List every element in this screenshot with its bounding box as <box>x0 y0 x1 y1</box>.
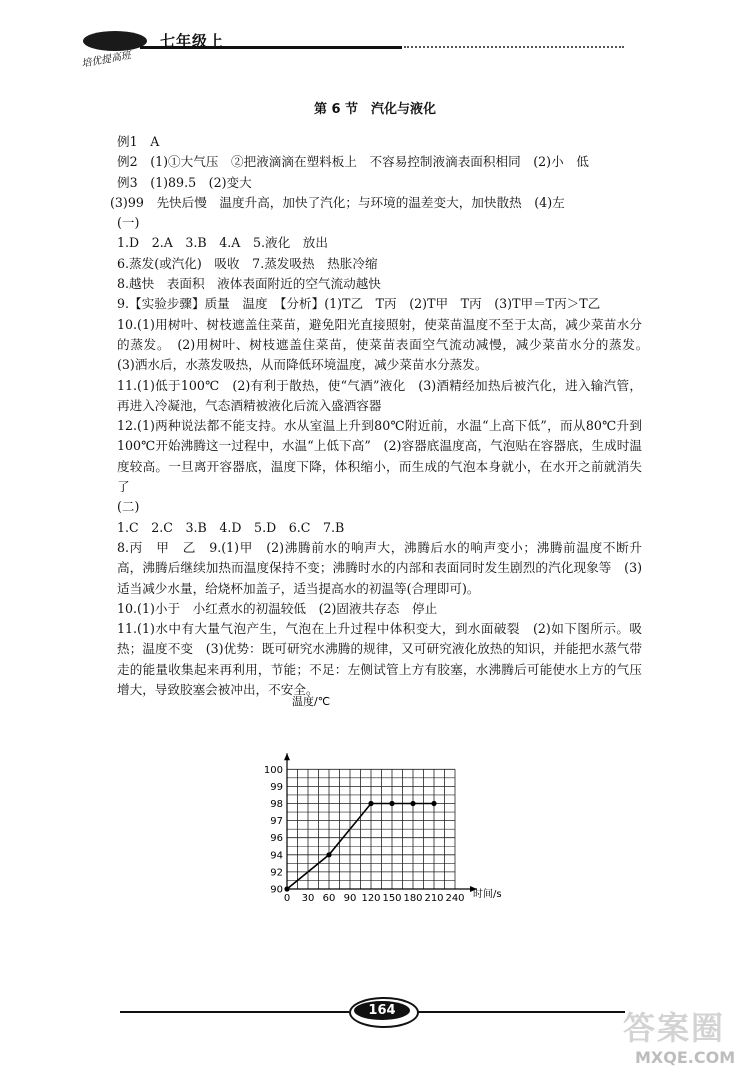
footer-rule-right <box>415 1011 625 1013</box>
data-point <box>368 801 373 806</box>
answer-paragraph: 11.(1)低于100℃ (2)有利于散热，使“气酒”液化 (3)酒精经加热后被汽化，进入输汽管，再进入冷凝池，气态酒精被液化后流入盛酒容器 <box>117 377 642 413</box>
answer-paragraph: 12.(1)两种说法都不能支持。水从室温上升到80℃附近前，水温“上高下低”，而从80℃升到100℃开始沸腾这一过程中，水温“上低下高” (2)容器底温度高，气泡贴在容器底，生成时温度较高。一旦离开容器底，温度下降，体积缩小，而生成的气泡本身就小，在水开之前就消失了 <box>117 418 642 495</box>
x-tick-label: 60 <box>322 893 336 904</box>
x-axis-label: 时间/s <box>473 889 502 900</box>
page-header <box>0 0 750 110</box>
data-point <box>284 886 289 891</box>
answer-line: 10.(1)小于 小红煮水的初温较低 (2)固液共存态 停止 <box>117 600 438 616</box>
page-number: 164 <box>368 1003 396 1018</box>
watermark-logo: 答案圈 <box>623 1009 726 1047</box>
watermark <box>615 1003 745 1073</box>
answer-line: 1.C 2.C 3.B 4.D 5.D 6.C 7.B <box>117 519 345 535</box>
y-tick-label: 96 <box>270 833 283 845</box>
answer-line: 例2 (1)①大气压 ②把液滴滴在塑料板上 不容易控制液滴表面积相同 (2)小 低 <box>117 154 589 170</box>
chart-svg <box>262 693 522 908</box>
logo-text: 培优提高班 <box>80 50 132 70</box>
y-tick-label: 100 <box>263 764 283 776</box>
answer-line: 9.【实验步骤】质量 温度 【分析】(1)T乙 T丙 (2)T甲 T丙 (3)T甲＝T丙＞T乙 <box>117 296 601 312</box>
data-point <box>431 801 436 806</box>
data-point <box>410 801 415 806</box>
y-tick-label: 90 <box>270 884 283 896</box>
y-tick-label: 99 <box>270 781 283 793</box>
watermark-url: MXQE.COM <box>635 1048 736 1067</box>
y-tick-label: 97 <box>270 816 283 828</box>
grade-label: 七年级上 <box>160 32 225 50</box>
x-tick-label: 180 <box>403 893 423 904</box>
answer-paragraph: 11.(1)水中有大量气泡产生，气泡在上升过程中体积变大，到水面破裂 (2)如下图所示。吸热；温度不变 (3)优势：既可研究水沸腾的规律，又可研究液化放热的知识，并能把水蒸气带走的能量收集起来再利用，节能；不足：左侧试管上方有胶塞，水沸腾后可能使水上方的气压增大，导致胶塞会被冲出，不安全。 <box>117 621 642 698</box>
answer-line: (二) <box>117 499 140 515</box>
x-tick-label: 120 <box>361 893 381 904</box>
header-dotted-rule <box>404 46 624 48</box>
answer-line: 6.蒸发(或汽化) 吸收 7.蒸发吸热 热胀冷缩 <box>117 255 378 271</box>
x-tick-label: 210 <box>424 893 444 904</box>
answer-line: 例3 (1)89.5 (2)变大 <box>117 174 252 190</box>
answer-line: 例1 A <box>117 134 160 149</box>
footer-rule-left <box>120 1011 349 1013</box>
answer-line: 1.D 2.A 3.B 4.A 5.液化 放出 <box>117 235 328 251</box>
answer-paragraph: 10.(1)用树叶、树枝遮盖住菜苗，避免阳光直接照射，使菜苗温度不至于太高，减少菜苗水分的蒸发。 (2)用树叶、树枝遮盖住菜苗，使菜苗表面空气流动减慢，减少菜苗水分的蒸发。 (3)洒水后，水蒸发吸热，从而降低环境温度，减少菜苗水分蒸发。 <box>117 316 655 373</box>
section-title: 第 6 节 汽化与液化 <box>313 102 437 117</box>
y-tick-label: 94 <box>270 850 283 862</box>
y-tick-label: 98 <box>270 799 283 810</box>
answer-line: 8.越快 表面积 液体表面附近的空气流动越快 <box>117 276 381 292</box>
answer-line: (一) <box>117 215 140 231</box>
y-axis-label: 温度/℃ <box>292 695 331 708</box>
answer-paragraph: 8.丙 甲 乙 9.(1)甲 (2)沸腾前水的响声大，沸腾后水的响声变小；沸腾前温度不断升高，沸腾后继续加热而温度保持不变；沸腾时水的内部和表面同时发生剧烈的汽化现象等 (3)适当减少水量，给烧杯加盖子，适当提高水的初温等(合理即可)。 <box>117 539 642 596</box>
answer-line: (3)99 先快后慢 温度升高，加快了汽化；与环境的温差变大，加快散热 (4)左 <box>110 194 565 210</box>
y-tick-label: 92 <box>270 867 283 879</box>
x-tick-label: 30 <box>301 893 315 904</box>
data-point <box>389 801 394 806</box>
answer-content <box>110 132 655 700</box>
temperature-chart <box>262 693 522 908</box>
y-axis-arrow <box>284 753 290 760</box>
x-tick-label: 0 <box>283 893 291 904</box>
x-tick-label: 150 <box>382 893 402 904</box>
data-point <box>326 852 331 857</box>
x-tick-label: 240 <box>445 893 465 904</box>
x-tick-label: 90 <box>343 893 357 904</box>
